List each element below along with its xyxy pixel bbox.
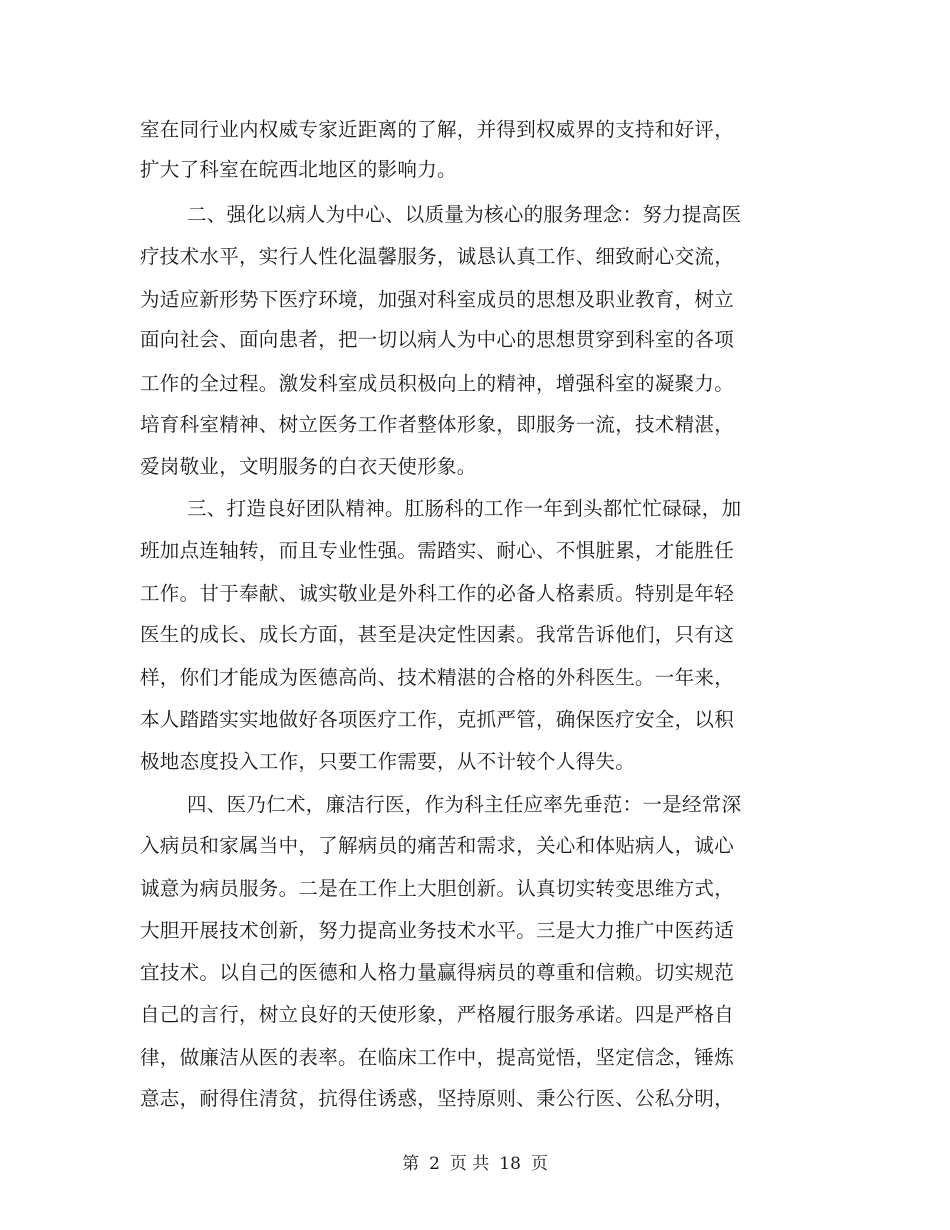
text-line: 为适应新形势下医疗环境，加强对科室成员的思想及职业教育，树立 — [140, 288, 735, 311]
paragraph-start-line: 三、打造良好团队精神。肛肠科的工作一年到头都忙忙碌碌，加 — [187, 497, 742, 520]
text-line: 培育科室精神、树立医务工作者整体形象，即服务一流，技术精湛， — [140, 413, 735, 436]
total-page-count: 18 — [499, 1154, 521, 1174]
footer-suffix: 页 — [530, 1154, 548, 1174]
text-line: 大胆开展技术创新，努力提高业务技术水平。三是大力推广中医药适 — [140, 919, 735, 942]
current-page-number: 2 — [429, 1154, 440, 1174]
text-line: 样，你们才能成为医德高尚、技术精湛的合格的外科医生。一年来， — [140, 666, 735, 689]
page-footer — [0, 1152, 950, 1176]
text-line: 意志，耐得住清贫，抗得住诱惑，坚持原则、秉公行医、公私分明， — [140, 1087, 735, 1110]
text-line: 室在同行业内权威专家近距离的了解，并得到权威界的支持和好评， — [140, 118, 735, 141]
text-line: 疗技术水平，实行人性化温馨服务，诚恳认真工作、细致耐心交流， — [140, 245, 735, 268]
text-line: 极地态度投入工作，只要工作需要，从不计较个人得失。 — [140, 750, 636, 773]
footer-prefix: 第 — [402, 1154, 420, 1174]
text-line: 自己的言行，树立良好的天使形象，严格履行服务承诺。四是严格自 — [140, 1003, 735, 1026]
text-line: 律，做廉洁从医的表率。在临床工作中，提高觉悟，坚定信念，锤炼 — [140, 1046, 735, 1069]
text-line: 扩大了科室在皖西北地区的影响力。 — [140, 158, 457, 181]
paragraph-start-line: 四、医乃仁术，廉洁行医，作为科主任应率先垂范：一是经常深 — [187, 793, 742, 816]
text-line: 工作的全过程。激发科室成员积极向上的精神，增强科室的凝聚力。 — [140, 372, 735, 395]
text-line: 工作。甘于奉献、诚实敬业是外科工作的必备人格素质。特别是年轻 — [140, 582, 735, 605]
text-line: 爱岗敬业，文明服务的白衣天使形象。 — [140, 455, 477, 478]
paragraph-start-line: 二、强化以病人为中心、以质量为核心的服务理念：努力提高医 — [187, 203, 742, 226]
footer-middle: 页 共 — [449, 1154, 490, 1174]
text-line: 本人踏踏实实地做好各项医疗工作，克抓严管，确保医疗安全，以积 — [140, 708, 735, 731]
text-line: 宜技术。以自己的医德和人格力量赢得病员的尊重和信赖。切实规范 — [140, 961, 735, 984]
text-line: 入病员和家属当中，了解病员的痛苦和需求，关心和体贴病人，诚心 — [140, 834, 735, 857]
text-line: 医生的成长、成长方面，甚至是决定性因素。我常告诉他们，只有这 — [140, 623, 735, 646]
text-line: 诚意为病员服务。二是在工作上大胆创新。认真切实转变思维方式， — [140, 877, 735, 900]
text-line: 班加点连轴转，而且专业性强。需踏实、耐心、不惧脏累，才能胜任 — [140, 539, 735, 562]
text-line: 面向社会、面向患者，把一切以病人为中心的思想贯穿到科室的各项 — [140, 328, 735, 351]
